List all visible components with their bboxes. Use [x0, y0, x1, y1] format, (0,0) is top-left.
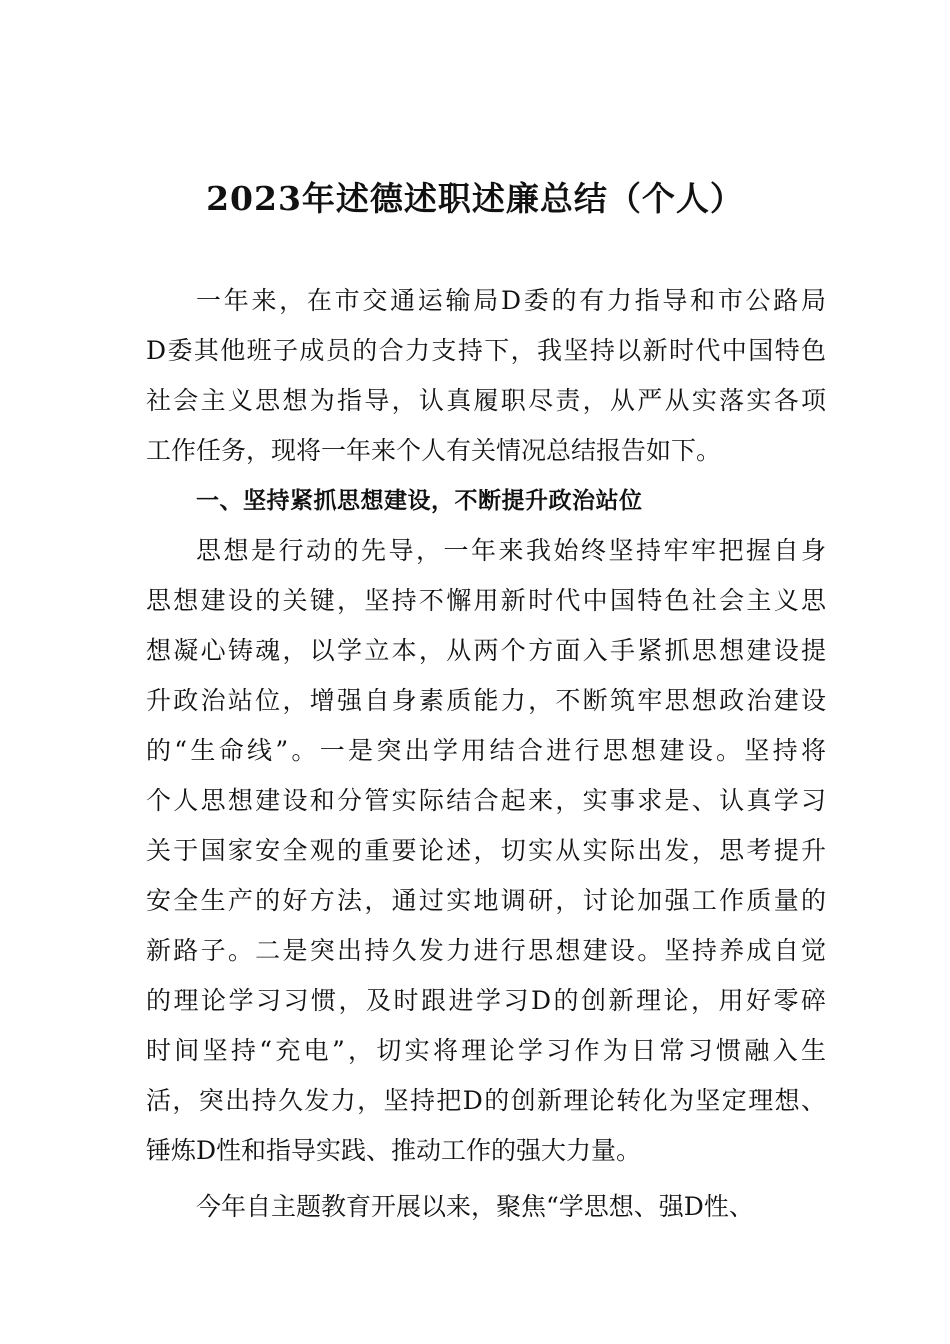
- text-line: 的“生命线”。一是突出学用结合进行思想建设。坚持将: [146, 736, 826, 765]
- section-heading: [146, 476, 826, 526]
- text-line: 思想建设的关键，坚持不懈用新时代中国特色社会主义思: [146, 586, 826, 615]
- paragraph-thought-building: [146, 526, 826, 1176]
- text-line: 的理论学习习惯，及时跟进学习D的创新理论，用好零碎: [146, 986, 826, 1015]
- document-body: [146, 276, 826, 1232]
- paragraph-intro: [146, 276, 826, 476]
- text-line: 关于国家安全观的重要论述，切实从实际出发，思考提升: [146, 836, 826, 865]
- text-line: 新路子。二是突出持久发力进行思想建设。坚持养成自觉: [146, 936, 826, 965]
- section-heading-text: 一、坚持紧抓思想建设，不断提升政治站位: [196, 488, 643, 514]
- text-line: 思想是行动的先导，一年来我始终坚持牢牢把握自身: [196, 536, 826, 565]
- paragraph-theme-education: [146, 1182, 826, 1232]
- text-line: 锤炼D性和指导实践、推动工作的强大力量。: [146, 1136, 642, 1165]
- text-line: 活，突出持久发力，坚持把D的创新理论转化为坚定理想、: [146, 1086, 826, 1115]
- text-line: 安全生产的好方法，通过实地调研，讨论加强工作质量的: [146, 886, 826, 915]
- text-line: 今年自主题教育开展以来，聚焦“学思想、强D性、: [196, 1192, 754, 1221]
- text-line: 工作任务，现将一年来个人有关情况总结报告如下。: [146, 436, 722, 465]
- document-title: 2023年述德述职述廉总结（个人）: [206, 179, 744, 218]
- text-line: 一年来，在市交通运输局D委的有力指导和市公路局: [196, 286, 826, 315]
- text-line: 社会主义思想为指导，认真履职尽责，从严从实落实各项: [146, 386, 826, 415]
- text-line: 时间坚持“充电”，切实将理论学习作为日常习惯融入生: [146, 1036, 826, 1065]
- text-line: 升政治站位，增强自身素质能力，不断筑牢思想政治建设: [146, 686, 826, 715]
- text-line: D委其他班子成员的合力支持下，我坚持以新时代中国特色: [146, 336, 826, 365]
- text-line: 个人思想建设和分管实际结合起来，实事求是、认真学习: [146, 786, 826, 815]
- text-line: 想凝心铸魂，以学立本，从两个方面入手紧抓思想建设提: [146, 636, 826, 665]
